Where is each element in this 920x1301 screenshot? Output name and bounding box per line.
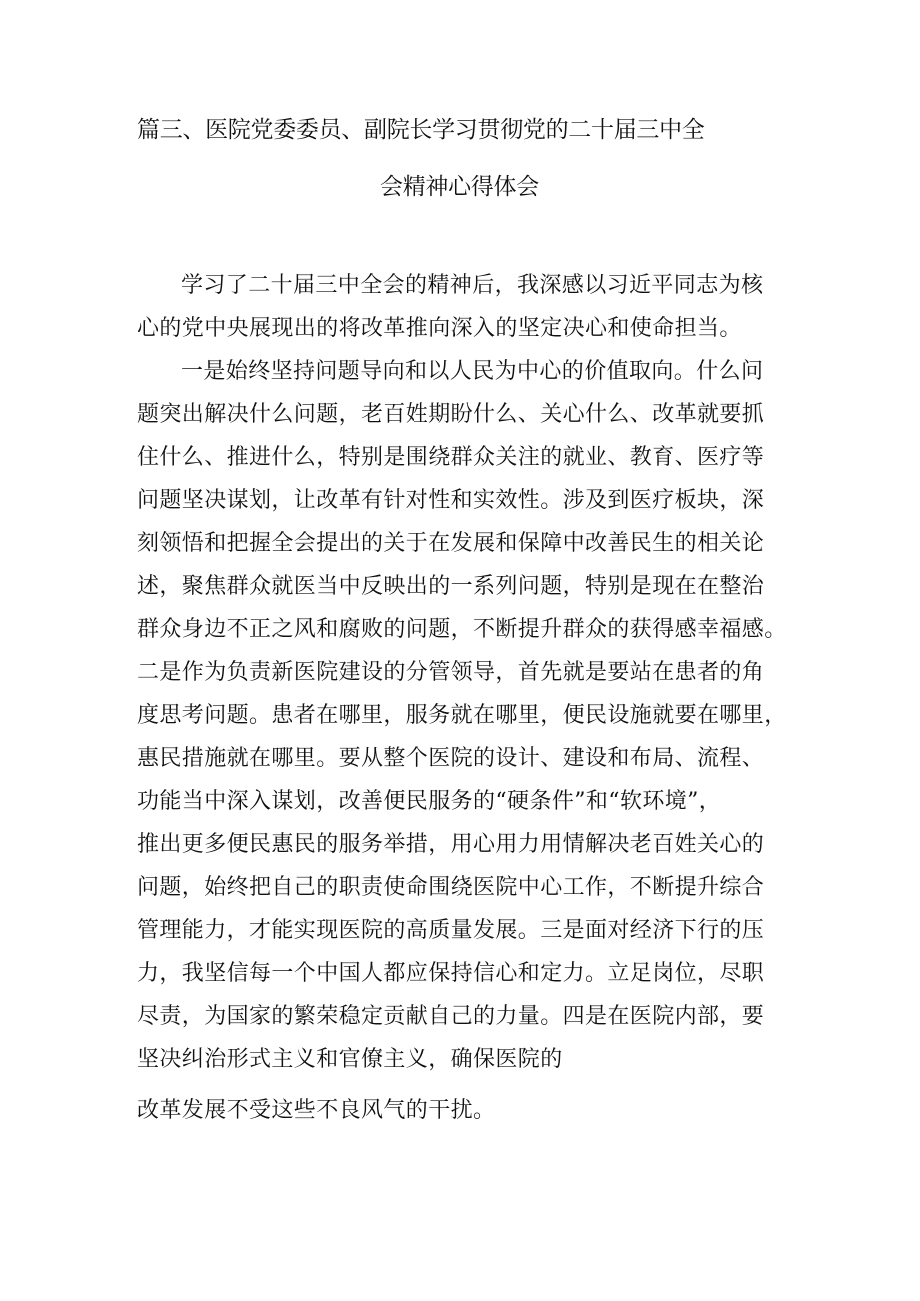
body-line-15: 问题，始终把自己的职责使命围绕医院中心工作，不断提升综合 <box>137 875 765 900</box>
body-line-20: 改革发展不受这些不良风气的干扰。 <box>137 1098 496 1123</box>
body-line-4: 题突出解决什么问题，老百姓期盼什么、关心什么、改革就要抓 <box>137 402 765 427</box>
body-line-2: 心的党中央展现出的将改革推向深入的坚定决心和使命担当。 <box>137 316 742 341</box>
body-line-17: 力，我坚信每一个中国人都应保持信心和定力。立足岗位，尽职 <box>137 961 765 986</box>
body-line-16: 管理能力，才能实现医院的高质量发展。三是面对经济下行的压 <box>137 918 765 943</box>
body-line-7: 刻领悟和把握全会提出的关于在发展和保障中改善民生的相关论 <box>137 531 765 556</box>
body-line-5: 住什么、推进什么，特别是围绕群众关注的就业、教育、医疗等 <box>137 445 765 470</box>
body-line-13: 功能当中深入谋划，改善便民服务的“硬条件”和“软环境”， <box>137 789 722 814</box>
body-line-6: 问题坚决谋划，让改革有针对性和实效性。涉及到医疗板块，深 <box>137 488 765 513</box>
body-line-19: 坚决纠治形式主义和官僚主义，确保医院的 <box>137 1047 563 1072</box>
body-line-12: 惠民措施就在哪里。要从整个医院的设计、建设和布局、流程、 <box>137 746 765 771</box>
document-title-line-1: 篇三、医院党委委员、副院长学习贯彻党的二十届三中全 <box>137 117 705 143</box>
body-line-8: 述，聚焦群众就医当中反映出的一系列问题，特别是现在在整治 <box>137 574 765 599</box>
body-line-11: 度思考问题。患者在哪里，服务就在哪里，便民设施就要在哪里， <box>137 703 787 728</box>
body-line-14: 推出更多便民惠民的服务举措，用心用力用情解决老百姓关心的 <box>137 832 765 857</box>
document-title-line-2: 会精神心得体会 <box>380 174 539 200</box>
body-line-3: 一是始终坚持问题导向和以人民为中心的价值取向。什么问 <box>181 359 764 384</box>
body-line-18: 尽责，为国家的繁荣稳定贡献自己的力量。四是在医院内部，要 <box>137 1004 765 1029</box>
body-line-9: 群众身边不正之风和腐败的问题，不断提升群众的获得感幸福感。 <box>137 617 787 642</box>
body-line-10: 二是作为负责新医院建设的分管领导，首先就是要站在患者的角 <box>137 660 765 685</box>
body-line-1: 学习了二十届三中全会的精神后，我深感以习近平同志为核 <box>181 273 764 298</box>
